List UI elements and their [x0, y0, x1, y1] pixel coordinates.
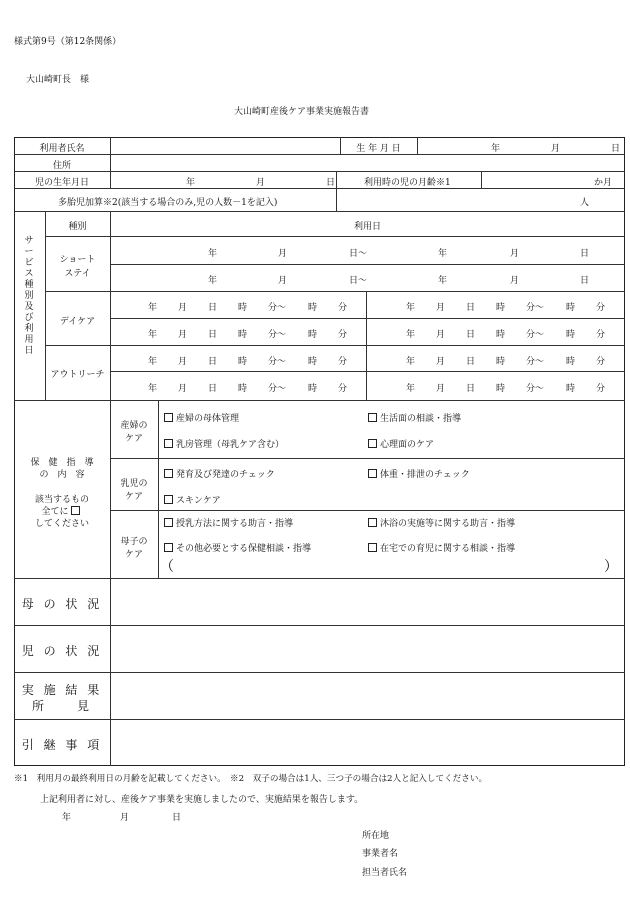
check-m4[interactable]: 心理面のケア — [368, 437, 434, 450]
report-statement: 上記利用者に対し、産後ケア事業を実施しましたので、実施結果を報告します。 — [40, 795, 364, 805]
location-label: 所在地 — [362, 831, 390, 841]
checkbox-icon — [368, 439, 377, 448]
health-label-2: の 内 容 — [39, 470, 85, 480]
company-label: 事業者名 — [362, 849, 399, 859]
checkbox-icon — [368, 413, 377, 422]
checkbox-icon — [368, 469, 377, 478]
other-paren-close: ） — [604, 559, 618, 575]
check-m1[interactable]: 産婦の母体管理 — [164, 411, 239, 424]
check-mc1[interactable]: 授乳方法に関する助言・指導 — [164, 516, 293, 529]
address-label: 住所 — [52, 161, 71, 171]
page-title: 大山崎町産後ケア事業実施報告書 — [234, 107, 370, 117]
child-status-label: 児 の 状 況 — [21, 644, 103, 658]
result-label-2: 所 見 — [31, 699, 92, 713]
day-header: 利用日 — [353, 222, 381, 232]
result-field[interactable] — [112, 674, 622, 717]
check-mc3[interactable]: その他必要とする保健相談・指導 — [164, 541, 311, 554]
checkbox-icon — [164, 439, 173, 448]
footnote: ※1 利用月の最終利用日の月齢を記載してください。 ※2 双子の場合は1人、三つ子の場合は2人と記入してください。 — [14, 774, 488, 784]
checkbox-icon — [164, 413, 173, 422]
check-c1[interactable]: 発育及び発達のチェック — [164, 467, 275, 480]
handover-field[interactable] — [112, 721, 622, 764]
other-field[interactable] — [178, 558, 598, 572]
type-header: 種別 — [68, 222, 87, 232]
child-status-field[interactable] — [112, 627, 622, 670]
check-m2[interactable]: 生活面の相談・指導 — [368, 411, 461, 424]
user-name-field[interactable] — [180, 138, 330, 152]
checkbox-icon — [164, 495, 173, 504]
handover-label: 引 継 事 項 — [21, 738, 103, 752]
person-label: 担当者氏名 — [362, 868, 408, 878]
addressee: 大山崎町長 様 — [26, 75, 90, 85]
mother-status-field[interactable] — [112, 580, 622, 623]
user-name-label: 利用者氏名 — [39, 144, 85, 154]
checkmark-box-icon — [71, 506, 80, 515]
checkbox-icon — [368, 543, 377, 552]
address-field[interactable] — [112, 155, 622, 170]
dob-label: 生 年 月 日 — [356, 144, 401, 154]
health-label-1: 保 健 指 導 — [30, 458, 94, 468]
checkbox-icon — [164, 469, 173, 478]
checkbox-icon — [164, 518, 173, 527]
check-c3[interactable]: スキンケア — [164, 493, 221, 506]
child-dob-label: 児の生年月日 — [34, 178, 89, 188]
service-side-label: サービス種別及び利用日 — [24, 236, 34, 356]
form-number: 様式第9号（第12条関係） — [14, 37, 122, 47]
check-m3[interactable]: 乳房管理（母乳ケア含む） — [164, 437, 284, 450]
other-paren-open: （ — [160, 559, 174, 575]
check-mc2[interactable]: 沐浴の実施等に関する助言・指導 — [368, 516, 515, 529]
checkbox-icon — [368, 518, 377, 527]
mother-status-label: 母 の 状 況 — [21, 597, 103, 611]
check-mc4[interactable]: 在宅での育児に関する相談・指導 — [368, 541, 515, 554]
checkbox-icon — [164, 543, 173, 552]
multiple-birth-label: 多胎児加算※2(該当する場合のみ,児の人数－1を記入) — [58, 198, 278, 208]
check-c2[interactable]: 体重・排泄のチェック — [368, 467, 470, 480]
result-label-1: 実 施 結 果 — [21, 683, 103, 697]
child-age-label: 利用時の児の月齢※1 — [364, 178, 451, 188]
